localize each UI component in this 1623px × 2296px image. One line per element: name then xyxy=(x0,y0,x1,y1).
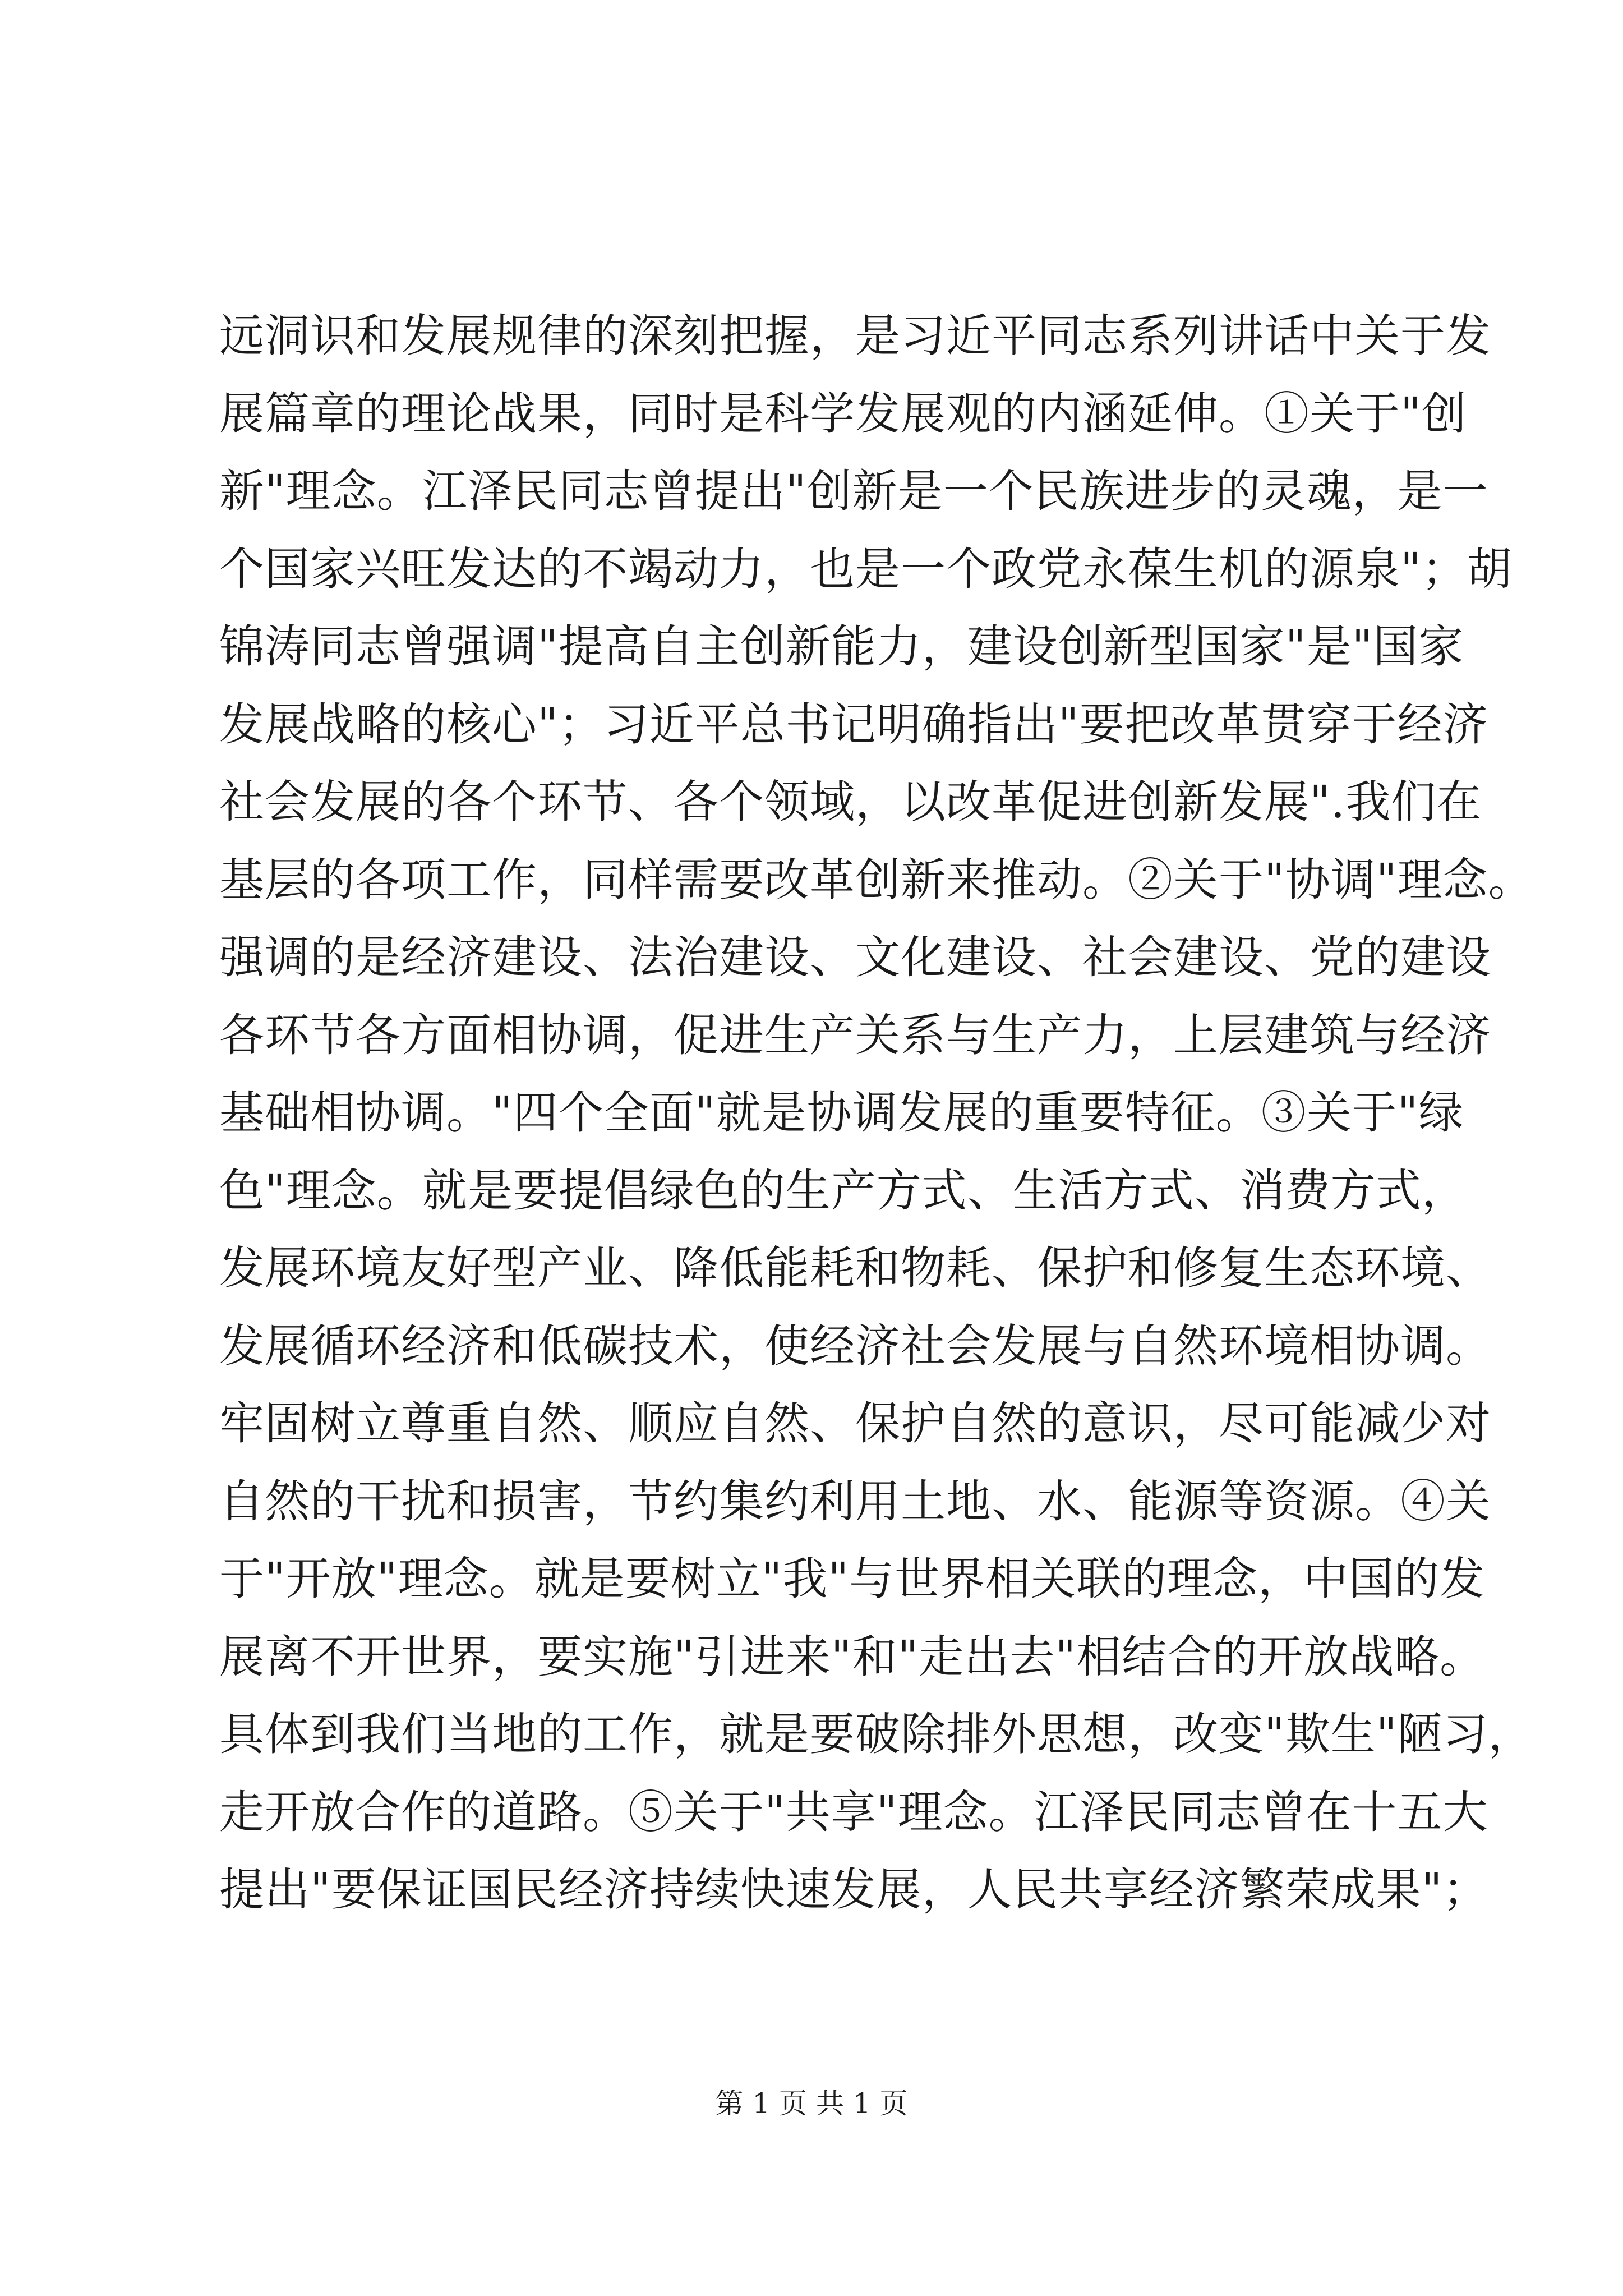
text-line: 展篇章的理论战果，同时是科学发展观的内涵延伸。①关于"创 xyxy=(219,387,1467,440)
text-line: 各环节各方面相协调，促进生产关系与生产力，上层建筑与经济 xyxy=(219,1009,1491,1061)
text-line: 强调的是经济建设、法治建设、文化建设、社会建设、党的建设 xyxy=(219,931,1491,983)
text-line: 提出"要保证国民经济持续快速发展，人民共享经济繁荣成果"； xyxy=(219,1864,1488,1916)
text-line: 基础相协调。"四个全面"就是协调发展的重要特征。③关于"绿 xyxy=(219,1087,1464,1139)
text-line: 个国家兴旺发达的不竭动力，也是一个政党永葆生机的源泉"；胡 xyxy=(219,542,1513,595)
text-line: 色"理念。就是要提倡绿色的生产方式、生活方式、消费方式， xyxy=(219,1164,1467,1217)
text-line: 发展战略的核心"；习近平总书记明确指出"要把改革贯穿于经济 xyxy=(219,698,1488,751)
text-line: 锦涛同志曾强调"提高自主创新能力，建设创新型国家"是"国家 xyxy=(219,620,1464,673)
body-text xyxy=(219,297,1534,1929)
text-line: 社会发展的各个环节、各个领域，以改革促进创新发展".我们在 xyxy=(219,776,1482,828)
text-line: 新"理念。江泽民同志曾提出"创新是一个民族进步的灵魂，是一 xyxy=(219,465,1488,517)
text-line: 具体到我们当地的工作，就是要破除排外思想，改变"欺生"陋习， xyxy=(219,1708,1534,1760)
text-line: 展离不开世界，要实施"引进来"和"走出去"相结合的开放战略。 xyxy=(219,1630,1486,1683)
text-line: 发展环境友好型产业、降低能耗和物耗、保护和修复生态环境、 xyxy=(219,1242,1491,1294)
text-line: 于"开放"理念。就是要树立"我"与世界相关联的理念，中国的发 xyxy=(219,1553,1486,1605)
text-line: 基层的各项工作，同样需要改革创新来推动。②关于"协调"理念。 xyxy=(219,853,1534,906)
text-line: 发展循环经济和低碳技术，使经济社会发展与自然环境相协调。 xyxy=(219,1319,1491,1372)
text-line: 自然的干扰和损害，节约集约利用土地、水、能源等资源。④关 xyxy=(219,1475,1491,1527)
page-number-footer: 第 1 页 共 1 页 xyxy=(715,2087,908,2120)
text-line: 远洞识和发展规律的深刻把握，是习近平同志系列讲话中关于发 xyxy=(219,310,1491,362)
text-line: 走开放合作的道路。⑤关于"共享"理念。江泽民同志曾在十五大 xyxy=(219,1786,1488,1838)
text-line: 牢固树立尊重自然、顺应自然、保护自然的意识，尽可能减少对 xyxy=(219,1397,1491,1450)
